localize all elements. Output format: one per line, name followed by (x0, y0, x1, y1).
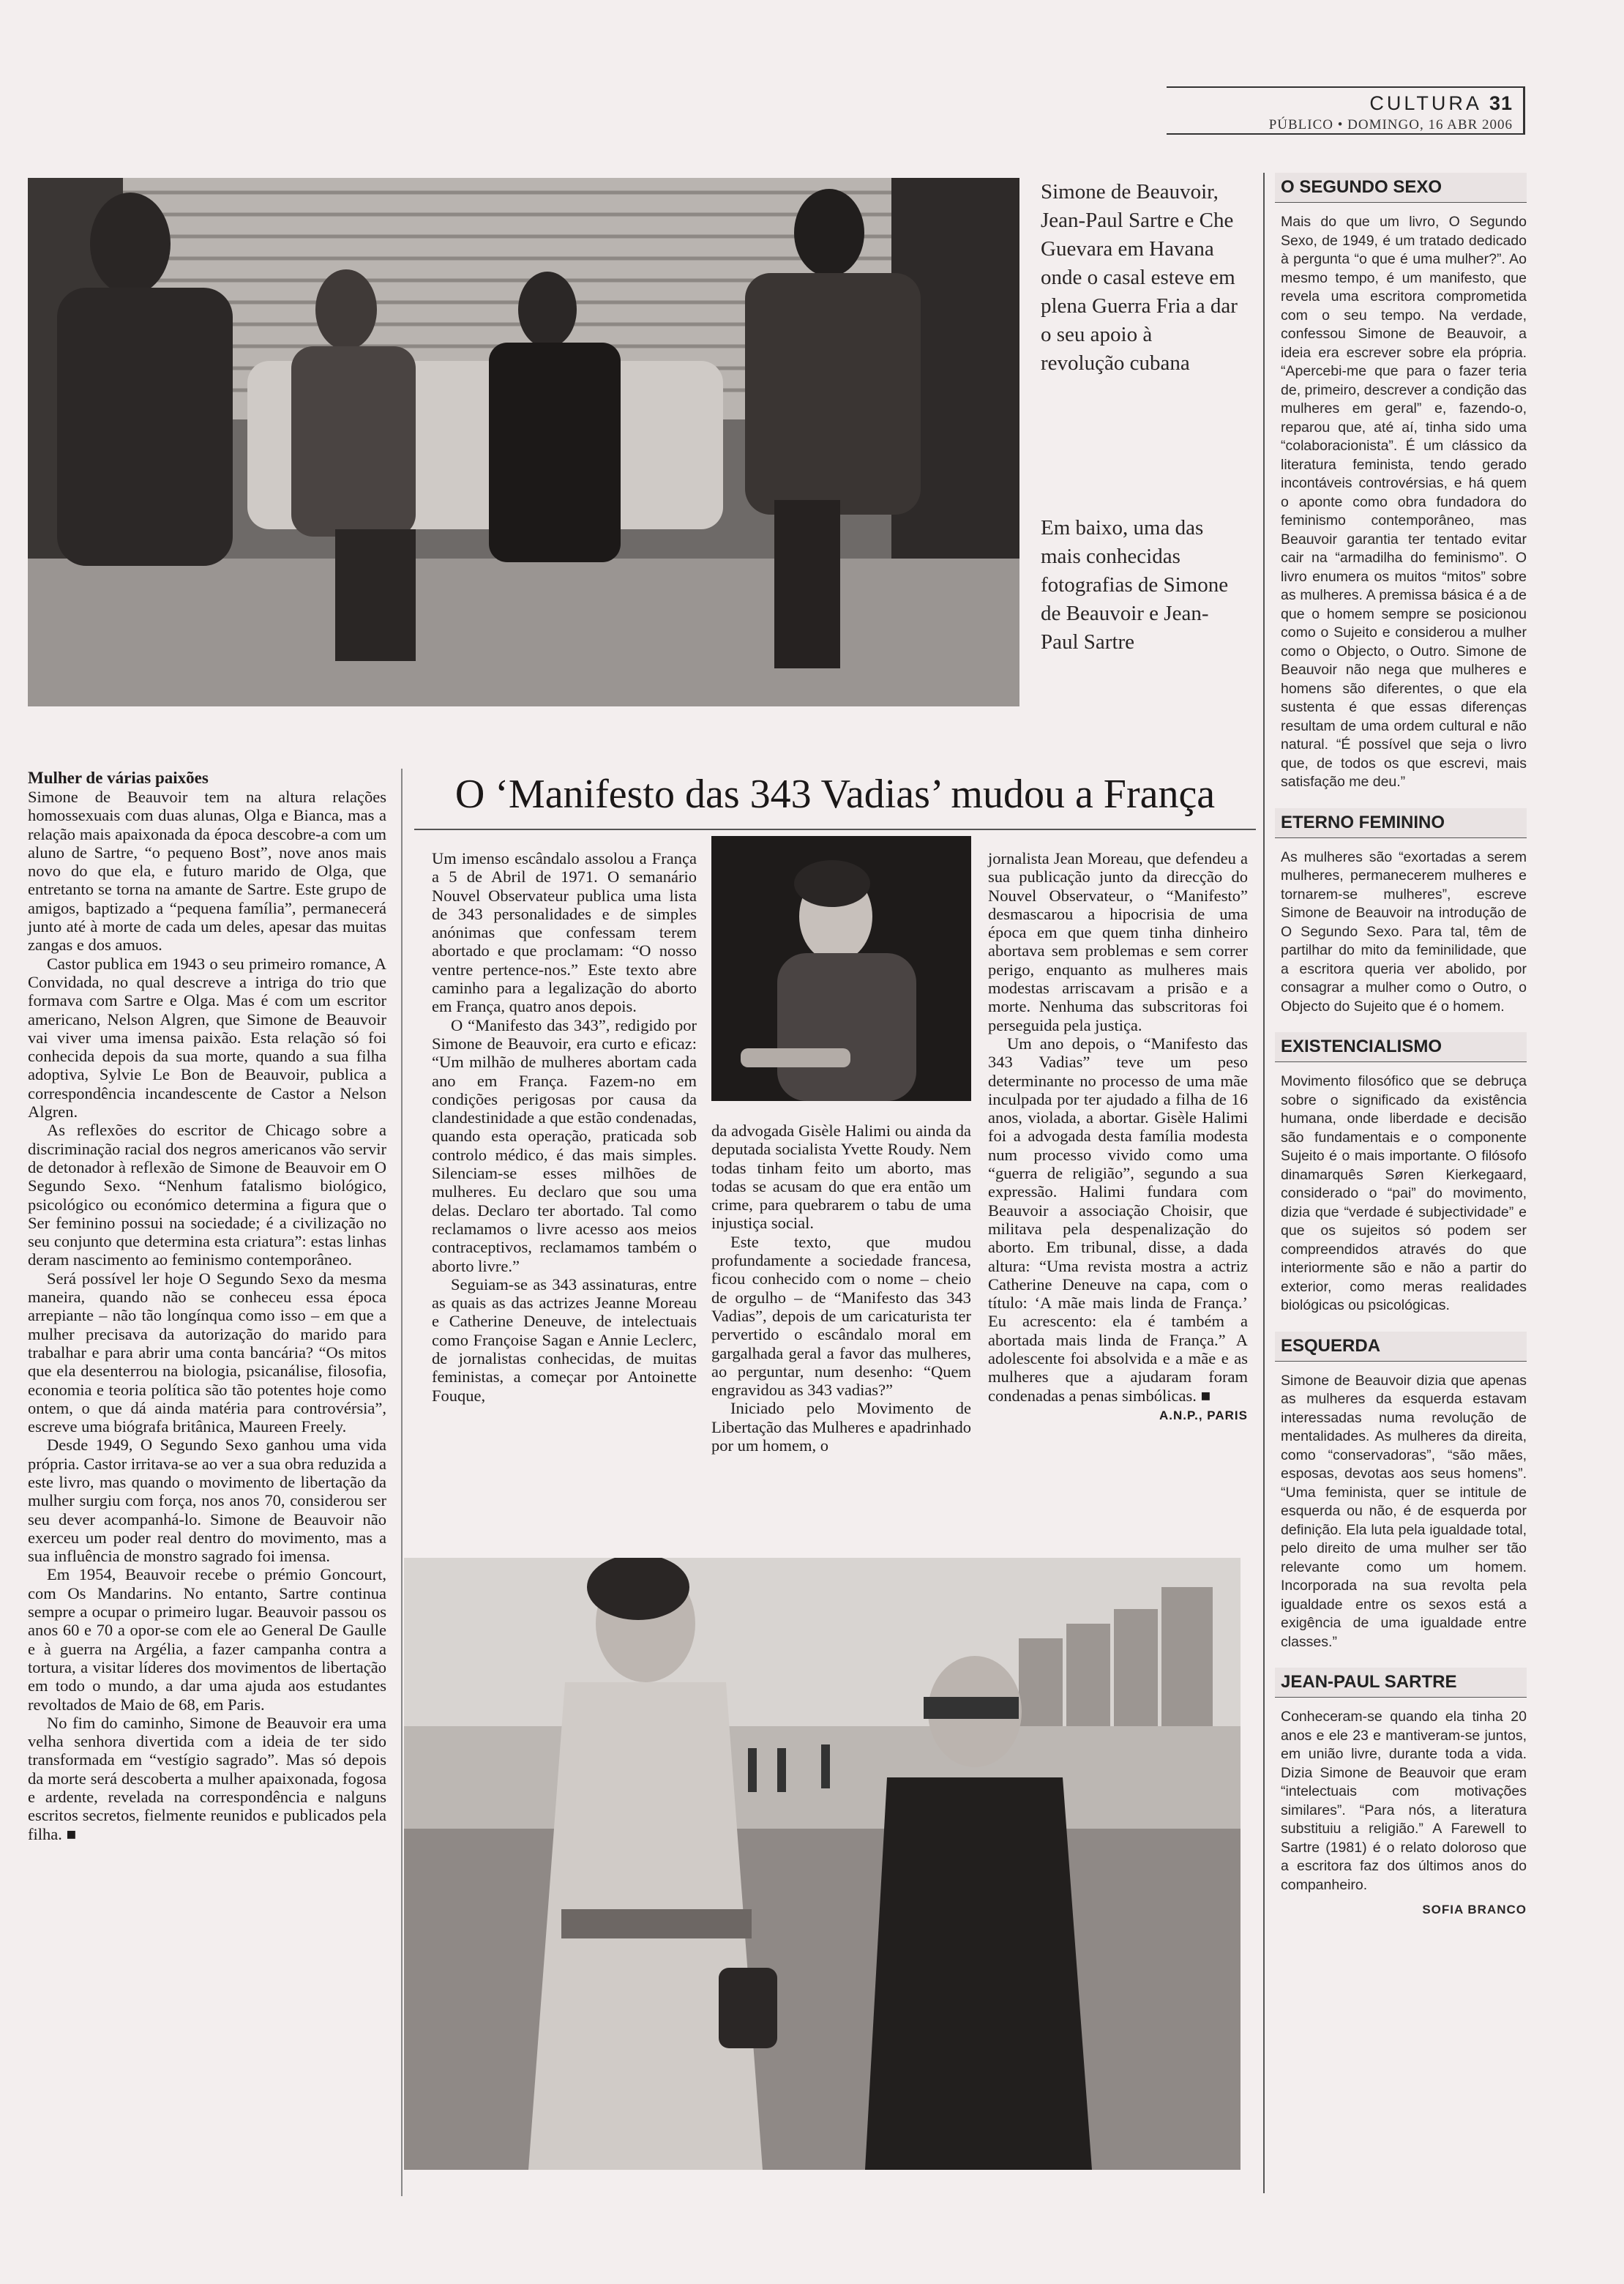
left-paragraph: No fim do caminho, Simone de Beauvoir era uma velha senhora divertida com a ideia de ter sido transformada em “vestígio sagrado”. Mas só depois da morte será descoberta a mulher apaixonada, fogosa e ardente, revelada na correspondência e nalguns escritos secretos, fielmente reunidos e publicados pela filha. ■ (28, 1713, 386, 1843)
sidebar-text: Conheceram-se quando ela tinha 20 anos e ele 23 e mantiveram-se juntos, em união livre, durante toda a vida. Dizia Simone de Beauvoir que eram “intelectuais com motivações similares”. “Para nós, a literatura substituiu a religião.” A Farewell to Sartre (1981) é o relato doloroso que a escritora faz dos últimos anos do companheiro. (1281, 1709, 1527, 1893)
left-paragraph: As reflexões do escritor de Chicago sobre a discriminação racial dos negros americanos vão servir de detonador à reflexão de Simone de Beauvoir em O Segundo Sexo. “Nenhum fatalismo biológico, psicológico ou económico determina a figura que o Ser feminino possui na sociedade; é a civilização no seu conjunto que determina esta criatura”: estas linhas deram nascimento ao feminismo contemporâneo. (28, 1121, 386, 1269)
left-column (28, 769, 386, 2196)
photo-caption-top: Simone de Beauvoir, Jean-Paul Sartre e Che Guevara em Havana onde o casal esteve em plena Guerra Fria a dar o seu apoio à revolução cubana (1041, 180, 1238, 375)
publication-line: PÚBLICO • DOMINGO, 16 ABR 2006 (1268, 117, 1513, 133)
sidebar-heading: EXISTENCIALISMO (1275, 1032, 1527, 1062)
article-paragraph: jornalista Jean Moreau, que defendeu a sua publicação junto da direcção do Nouvel Observateur, o “Manifesto” desmascarou a hipocrisia de uma época em que quem tinha dinheiro abortava sem problemas e sem correr perigo, enquanto as mulheres mais modestas arriscavam a prisão e a morte. Nenhuma das subscritoras foi perseguida pela justiça. (988, 849, 1248, 1034)
sidebar-heading: JEAN-PAUL SARTRE (1275, 1668, 1527, 1698)
left-paragraph: Será possível ler hoje O Segundo Sexo da mesma maneira, quando não se conheceu essa época arrepiante – não tão longínqua como isso – em que a mulher precisava da autorização do marido para trabalhar e para abrir uma conta bancária? “Os mitos que ela desenterrou na biologia, psicanálise, filosofia, economia e teoria política são tão potentes hoje como ontem, o que dá ainda matéria para controvérsia”, escreve uma biógrafa britânica, Maureen Freely. (28, 1269, 386, 1436)
photo-havana-meeting (28, 178, 1019, 706)
photo-beauvoir-portrait (711, 836, 971, 1101)
sidebar-heading: ESQUERDA (1275, 1332, 1527, 1362)
left-paragraph: Em 1954, Beauvoir recebe o prémio Goncourt, com Os Mandarins. No entanto, Sartre continua sempre a ocupar o primeiro lugar. Beauvoir passou os anos 60 e 70 a opor-se com ele ao General De Gaulle e à guerra na Argélia, a fazer campanha contra a tortura, a visitar líderes dos movimentos de libertação em todo o mundo, a dar uma ajuda aos estudantes revoltados de Maio de 68, em Paris. (28, 1565, 386, 1714)
sidebar-text: Simone de Beauvoir dizia que apenas as mulheres da esquerda estavam interessadas numa revolução de mentalidades. As mulheres da direita, como “conservadoras”, “são mães, esposas, devotas aos seus homens”. “Uma feminista, quer se intitule de esquerda ou não, é de esquerda por definição. Ela luta pela igualdade total, pelo direito de uma mulher ser tão relevante como um homem. Incorporada na sua revolta pela igualdade entre os sexos está a exigência de uma igualdade entre classes.” (1281, 1372, 1527, 1650)
sidebar-signature: SOFIA BRANCO (1422, 1903, 1527, 1917)
article-paragraph: Um imenso escândalo assolou a França a 5 de Abril de 1971. O semanário Nouvel Observateur publica uma lista de 343 personalidades e de simples anónimas que confessam terem abortado e que proclamam: “O nosso ventre pertence-nos.” Este texto abre caminho para a legalização do aborto em França, quatro anos depois. (432, 849, 697, 1016)
article-paragraph: Este texto, que mudou profundamente a sociedade francesa, ficou conhecido com o nome – cheio de orgulho – de “Manifesto das 343 Vadias”, depois de um caricaturista ter pervertido o escândalo moral em gargalhada geral a favor das mulheres, ao perguntar, num desenho: “Quem engravidou as 343 vadias?” (711, 1232, 971, 1400)
photo-beauvoir-sartre-beach-image (404, 1558, 1241, 2170)
article-paragraph: Um ano depois, o “Manifesto das 343 Vadias” teve um peso determinante no processo de uma mãe inculpada por ter ajudado a filha de 16 anos, violada, a abortar. Gisèle Halimi foi a advogada desta família modesta num processo vivido como uma “guerra de religião”, segundo a sua expressão. Halimi fundara com Beauvoir a associação Choisir, que militava pela despenalização do aborto. Em tribunal, disse, a dada altura: “Uma revista mostra a actriz Catherine Deneuve na capa, com o título: ‘A mãe mais linda de França.’ Eu acrescento: ela é também a abortada mais linda de França.” A adolescente foi absolvida e a mãe e as mulheres que a ajudaram foram condenadas a penas simbólicas. ■ (988, 1034, 1248, 1405)
left-paragraph: Desde 1949, O Segundo Sexo ganhou uma vida própria. Castor irritava-se ao ver a sua obra reduzida a este livro, mas quando o movimento de libertação da mulher surgiu com força, nos anos 70, considerou ser seu dever acompanhá-lo. Simone de Beauvoir não exerceu um poder real dentro do movimento, mas a sua influência de monstro sagrado foi imensa. (28, 1436, 386, 1566)
article-paragraph: Iniciado pelo Movimento de Libertação das Mulheres e apadrinhado por um homem, o (711, 1399, 971, 1455)
sidebar-text: Mais do que um livro, O Segundo Sexo, de 1949, é um tratado dedicado à pergunta “o que é uma mulher?”. Ao mesmo tempo, é um manifesto, que revela uma escritora comprometida com o seu tempo. Na verdade, confessou Simone de Beauvoir, a ideia era escrever sobre ela própria. “Apercebi-me que para o fazer teria de, primeiro, descrever a condição das mulheres em geral” e, fazendo-o, reparou que, até aí, tinha sido uma “colaboracionista”. É um clássico da literatura feminista, tendo gerado incontáveis controvérsias, e há quem o aponte como obra fundadora do feminismo contemporâneo, mas Beauvoir garantia ter tentado evitar cair na “armadilha do feminismo”. O livro enumera os muitos “mitos” sobre as mulheres. A premissa básica é a de que o homem sempre se posicionou como o Sujeito e considerou a mulher como o Objecto, o Outro. Simone de Beauvoir não nega que mulheres e homens são diferentes, o que ela sustenta é que essas diferenças resultam de uma ordem cultural e não natural. “É possível que seja o livro que, de todos os que escrevi, mais satisfação me deu.” (1281, 214, 1527, 790)
sidebar-heading: O SEGUNDO SEXO (1275, 173, 1527, 203)
column-separator (401, 769, 403, 2196)
article-headline: O ‘Manifesto das 343 Vadias’ mudou a França (454, 772, 1216, 817)
photo-beauvoir-portrait-image (711, 836, 971, 1101)
article-column-2 (711, 1122, 971, 1526)
photo-beauvoir-sartre-beach (404, 1558, 1241, 2170)
sidebar-text: As mulheres são “exortadas a serem mulheres, permanecerem mulheres e tornarem-se mulheres”, escreve Simone de Beauvoir na introdução de O Segundo Sexo. Para tal, têm de partilhar do mito da feminilidade, que a escritora queria ver abolido, por consagrar a mulher como o Outro, o Objecto do Sujeito que é o homem. (1281, 848, 1527, 1015)
left-column-subhead: Mulher de várias paixões (28, 769, 209, 787)
section-name: CULTURA 31 (1369, 92, 1513, 114)
article-paragraph: O “Manifesto das 343”, redigido por Simone de Beauvoir, era curto e eficaz: “Um milhão de mulheres abortam cada ano em França. Fazem-no em condições perigosas por causa da clandestinidade a que estão condenadas, quando esta operação, praticada sob controlo médico, é das mais simples. Silenciam-se esses milhões de mulheres. Eu declaro que sou uma delas. Declaro ter abortado. Tal como reclamamos o livre acesso aos meios contraceptivos, reclamamos também o aborto livre.” (432, 1015, 697, 1275)
article-credit: A.N.P., PARIS (1159, 1408, 1248, 1422)
sidebar-heading: ETERNO FEMININO (1275, 808, 1527, 838)
article-paragraph: Seguiam-se as 343 assinaturas, entre as quais as das actrizes Jeanne Moreau e Catherine Deneuve, de intelectuais como Françoise Sagan e Annie Leclerc, de jornalistas conhecidas, de muitas feministas, a começar por Antoinette Fouque, (432, 1275, 697, 1405)
article-paragraph: da advogada Gisèle Halimi ou ainda da deputada socialista Yvette Roudy. Nem todas tinham feito um aborto, mas todas se acusam do que era então um crime, para quebrarem o tabu de uma injustiça social. (711, 1122, 971, 1233)
page-header (1167, 86, 1525, 135)
left-paragraph: Simone de Beauvoir tem na altura relações homossexuais com duas alunas, Olga e Bianca, mas a relação mais apaixonada da época descobre-a com um aluno de Sartre, “o pequeno Bost”, nove anos mais novo do que ela, e futuro marido de Olga, que entretanto se torna na amante de Sartre. Este grupo de amigos, baptizado a “pequena família”, permanecerá junto até à morte de cada um deles, apesar das muitas zangas e dos amuos. (28, 788, 386, 955)
article-column-1 (432, 849, 697, 1526)
left-paragraph: Castor publica em 1943 o seu primeiro romance, A Convidada, no qual descreve a intriga do trio que formava com Sartre e Olga. Mas é com um escritor americano, Nelson Algren, que Simone de Beauvoir vai viver uma imensa paixão. Esta relação só foi conhecida depois da sua morte, quando a sua filha adoptiva, Sylvie Le Bon de Beauvoir, publica a correspondência incandescente de Castor a Nelson Algren. (28, 954, 386, 1122)
sidebar-text: Movimento filosófico que se debruça sobre o significado da existência humana, onde liberdade e decisão são fundamentais e o componente Sujeito é o mais importante. O filósofo dinamarquês Søren Kierkegaard, considerado o “pai” do movimento, dizia que “verdade é subjectividade” e que os sujeitos só podem ser compreendidos através do que interiormente são e não a partir do exterior, como meras realidades biológicas ou psicológicas. (1281, 1073, 1527, 1313)
photo-havana-meeting-image (28, 178, 1019, 706)
photo-caption-bottom: Em baixo, uma das mais conhecidas fotografias de Simone de Beauvoir e Jean-Paul Sartre (1041, 516, 1229, 654)
sidebar-glossary (1263, 173, 1527, 2193)
headline-rule (414, 829, 1256, 830)
article-column-3 (988, 849, 1248, 1526)
page-number: 31 (1489, 92, 1513, 114)
